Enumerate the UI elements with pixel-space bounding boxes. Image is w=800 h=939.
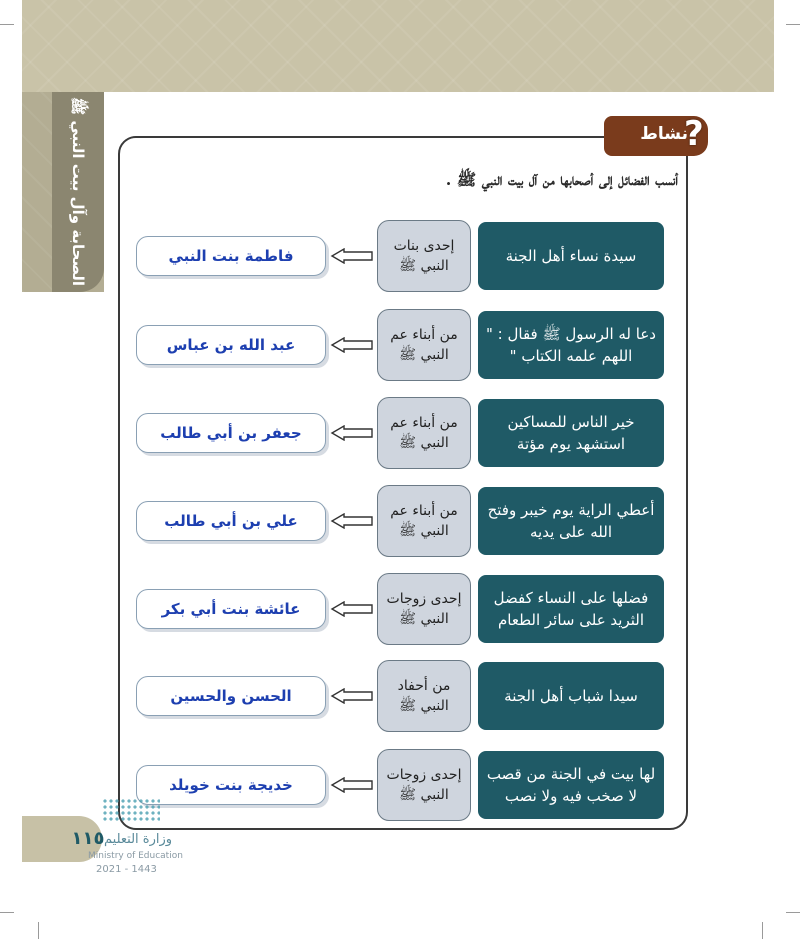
answer-box: الحسن والحسين bbox=[136, 676, 326, 716]
answer-box: عائشة بنت أبي بكر bbox=[136, 589, 326, 629]
instruction-text: أنسب الفضائل إلى أصحابها من آل بيت النبي ﷺ . bbox=[445, 170, 678, 189]
ministry-name-english: Ministry of Education bbox=[88, 851, 183, 861]
crop-mark bbox=[762, 922, 763, 939]
virtue-box: لها بيت في الجنة من قصب لا صخب فيه ولا نصب bbox=[478, 751, 664, 819]
arrow-left-icon bbox=[330, 688, 374, 704]
answer-box: علي بن أبي طالب bbox=[136, 501, 326, 541]
virtue-box: خير الناس للمساكين استشهد يوم مؤتة bbox=[478, 399, 664, 467]
ministry-name-arabic: وزارة التعليم bbox=[104, 832, 173, 847]
crop-mark bbox=[786, 24, 800, 25]
arrow-left-icon bbox=[330, 513, 374, 529]
virtue-box: سيدة نساء أهل الجنة bbox=[478, 222, 664, 290]
activity-label: نشاط bbox=[640, 124, 688, 144]
virtue-box: أعطي الراية يوم خيبر وفتح الله على يديه bbox=[478, 487, 664, 555]
virtue-box: سيدا شباب أهل الجنة bbox=[478, 662, 664, 730]
arrow-left-icon bbox=[330, 777, 374, 793]
question-mark-icon: ? bbox=[684, 114, 704, 154]
crop-mark bbox=[0, 24, 14, 25]
chapter-title: الصحابة وآل بيت النبي ﷺ bbox=[69, 97, 87, 287]
relation-box: إحدى زوجات النبي ﷺ bbox=[377, 749, 471, 821]
arrow-left-icon bbox=[330, 425, 374, 441]
page-number: ١١٥ bbox=[71, 828, 105, 849]
relation-box: من أبناء عم النبي ﷺ bbox=[377, 485, 471, 557]
answer-box: فاطمة بنت النبي bbox=[136, 236, 326, 276]
answer-box: عبد الله بن عباس bbox=[136, 325, 326, 365]
relation-box: إحدى بنات النبي ﷺ bbox=[377, 220, 471, 292]
relation-box: إحدى زوجات النبي ﷺ bbox=[377, 573, 471, 645]
header-banner bbox=[22, 0, 774, 92]
edition-year: 2021 - 1443 bbox=[96, 864, 157, 875]
ministry-logo bbox=[102, 798, 160, 822]
crop-mark bbox=[786, 912, 800, 913]
virtue-box: فضلها على النساء كفضل الثريد على سائر الطعام bbox=[478, 575, 664, 643]
crop-mark bbox=[0, 912, 14, 913]
relation-box: من أحفاد النبي ﷺ bbox=[377, 660, 471, 732]
relation-box: من أبناء عم النبي ﷺ bbox=[377, 397, 471, 469]
answer-box: جعفر بن أبي طالب bbox=[136, 413, 326, 453]
crop-mark bbox=[38, 922, 39, 939]
virtue-box: دعا له الرسول ﷺ فقال : " اللهم علمه الكتاب " bbox=[478, 311, 664, 379]
arrow-left-icon bbox=[330, 601, 374, 617]
relation-box: من أبناء عم النبي ﷺ bbox=[377, 309, 471, 381]
arrow-left-icon bbox=[330, 337, 374, 353]
arrow-left-icon bbox=[330, 248, 374, 264]
answer-box: خديجة بنت خويلد bbox=[136, 765, 326, 805]
